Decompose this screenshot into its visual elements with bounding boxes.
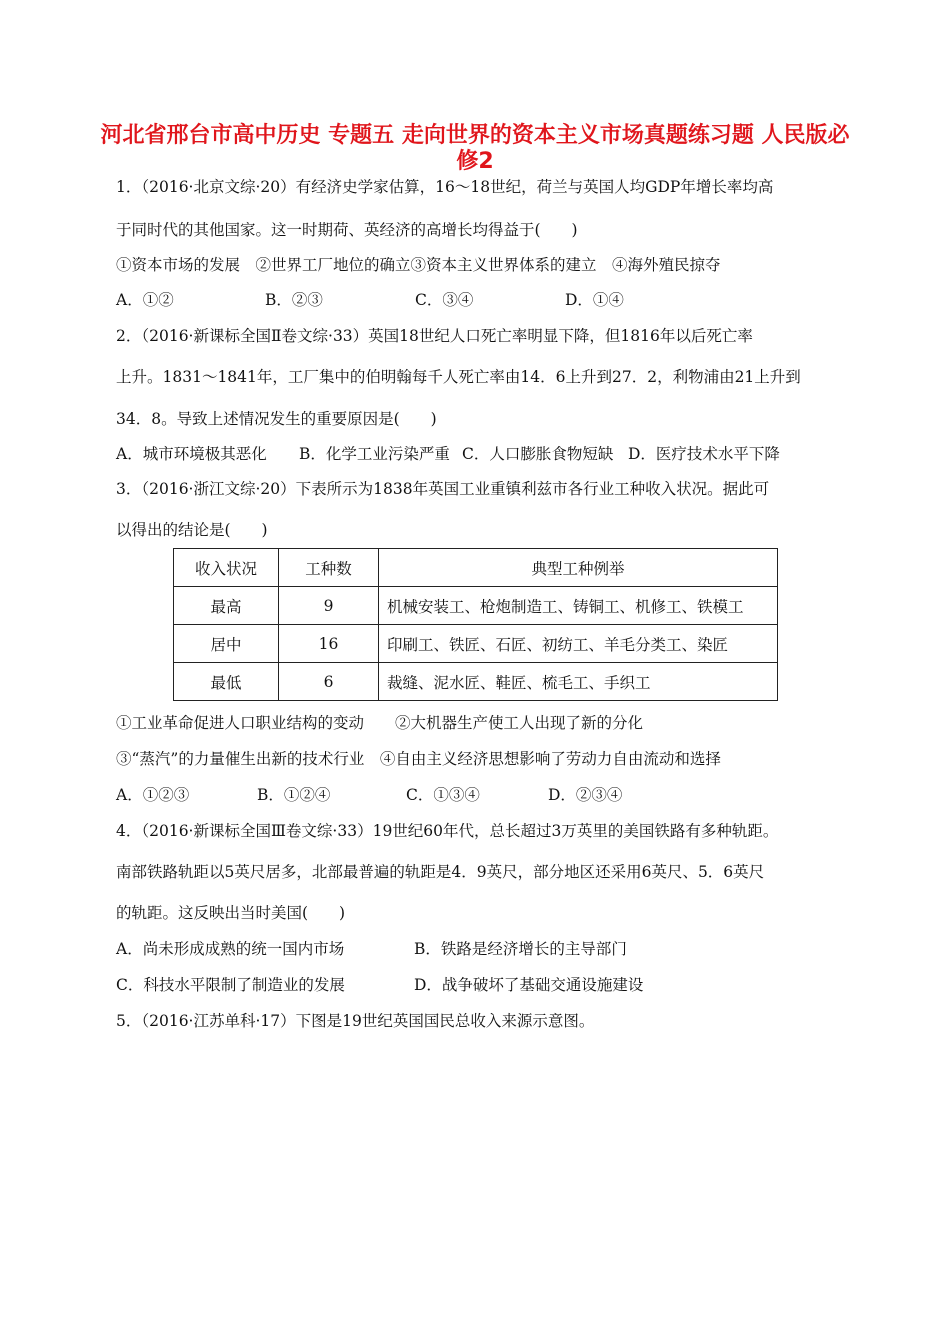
table-cell: 16 bbox=[279, 625, 379, 663]
q2-option-b: B．化学工业污染严重 bbox=[299, 445, 450, 463]
q3-option-d: D．②③④ bbox=[548, 786, 623, 804]
q3-option-a: A．①②③ bbox=[116, 786, 190, 804]
table-header-row bbox=[174, 549, 778, 587]
table-cell: 印刷工、铁匠、石匠、初纺工、羊毛分类工、染匠 bbox=[379, 625, 778, 663]
q5-stem-line-1: 5．（2016·江苏单科·17）下图是19世纪英国国民总收入来源示意图。 bbox=[116, 1012, 595, 1030]
q1-stem-line-2: 于同时代的其他国家。这一时期荷、英经济的高增长均得益于( ) bbox=[116, 221, 578, 239]
q2-stem-line-3: 34．8。导致上述情况发生的重要原因是( ) bbox=[116, 410, 437, 428]
q2-stem-line-2: 上升。1831～1841年，工厂集中的伯明翰每千人死亡率由14．6上升到27．2，利物浦由21上升到 bbox=[116, 368, 801, 386]
q2-option-d: D．医疗技术水平下降 bbox=[628, 445, 780, 463]
table-cell: 机械安装工、枪炮制造工、铸铜工、机修工、铁模工 bbox=[379, 587, 778, 625]
q3-stem-line-1: 3．（2016·浙江文综·20）下表所示为1838年英国工业重镇利兹市各行业工种收入状况。据此可 bbox=[116, 480, 770, 498]
table-row bbox=[174, 625, 778, 663]
q3-stem-line-2: 以得出的结论是( ) bbox=[116, 521, 268, 539]
q1-option-b: B．②③ bbox=[265, 291, 323, 309]
document-title: 河北省邢台市高中历史 专题五 走向世界的资本主义市场真题练习题 人民版必修2 bbox=[100, 123, 850, 174]
q4-option-d: D．战争破坏了基础交通设施建设 bbox=[414, 976, 644, 994]
q2-option-c: C．人口膨胀食物短缺 bbox=[462, 445, 614, 463]
q4-option-c: C．科技水平限制了制造业的发展 bbox=[116, 976, 345, 994]
q1-option-c: C．③④ bbox=[415, 291, 474, 309]
table-cell: 裁缝、泥水匠、鞋匠、梳毛工、手织工 bbox=[379, 663, 778, 701]
q1-option-a: A．①② bbox=[116, 291, 174, 309]
q3-statements-line-1: ①工业革命促进人口职业结构的变动 ②大机器生产使工人出现了新的分化 bbox=[116, 714, 644, 732]
table-row bbox=[174, 587, 778, 625]
q4-option-a: A．尚未形成成熟的统一国内市场 bbox=[116, 940, 345, 958]
q4-stem-line-1: 4．（2016·新课标全国Ⅲ卷文综·33）19世纪60年代，总长超过3万英里的美国铁路有多种轨距。 bbox=[116, 822, 779, 840]
table-cell: 9 bbox=[279, 587, 379, 625]
q1-statements: ①资本市场的发展 ②世界工厂地位的确立③资本主义世界体系的建立 ④海外殖民掠夺 bbox=[116, 256, 721, 274]
q3-option-c: C．①③④ bbox=[406, 786, 480, 804]
q3-option-b: B．①②④ bbox=[257, 786, 331, 804]
income-table bbox=[173, 548, 778, 701]
q4-option-b: B．铁路是经济增长的主导部门 bbox=[414, 940, 627, 958]
table-cell: 6 bbox=[279, 663, 379, 701]
table-header-cell: 典型工种例举 bbox=[379, 549, 778, 587]
table-cell: 最高 bbox=[174, 587, 279, 625]
q1-stem-line-1: 1．（2016·北京文综·20）有经济史学家估算，16～18世纪，荷兰与英国人均GDP年增长率均高 bbox=[116, 178, 774, 196]
table-cell: 居中 bbox=[174, 625, 279, 663]
q3-statements-line-2: ③“蒸汽”的力量催生出新的技术行业 ④自由主义经济思想影响了劳动力自由流动和选择 bbox=[116, 750, 721, 768]
q2-option-a: A．城市环境极其恶化 bbox=[116, 445, 267, 463]
q2-stem-line-1: 2．（2016·新课标全国Ⅱ卷文综·33）英国18世纪人口死亡率明显下降，但1816年以后死亡率 bbox=[116, 327, 753, 345]
table-header-cell: 工种数 bbox=[279, 549, 379, 587]
table-row bbox=[174, 663, 778, 701]
q4-stem-line-2: 南部铁路轨距以5英尺居多，北部最普遍的轨距是4．9英尺，部分地区还采用6英尺、5．6英尺 bbox=[116, 863, 765, 881]
table-cell: 最低 bbox=[174, 663, 279, 701]
q4-stem-line-3: 的轨距。这反映出当时美国( ) bbox=[116, 904, 346, 922]
q1-option-d: D．①④ bbox=[565, 291, 624, 309]
table-header-cell: 收入状况 bbox=[174, 549, 279, 587]
